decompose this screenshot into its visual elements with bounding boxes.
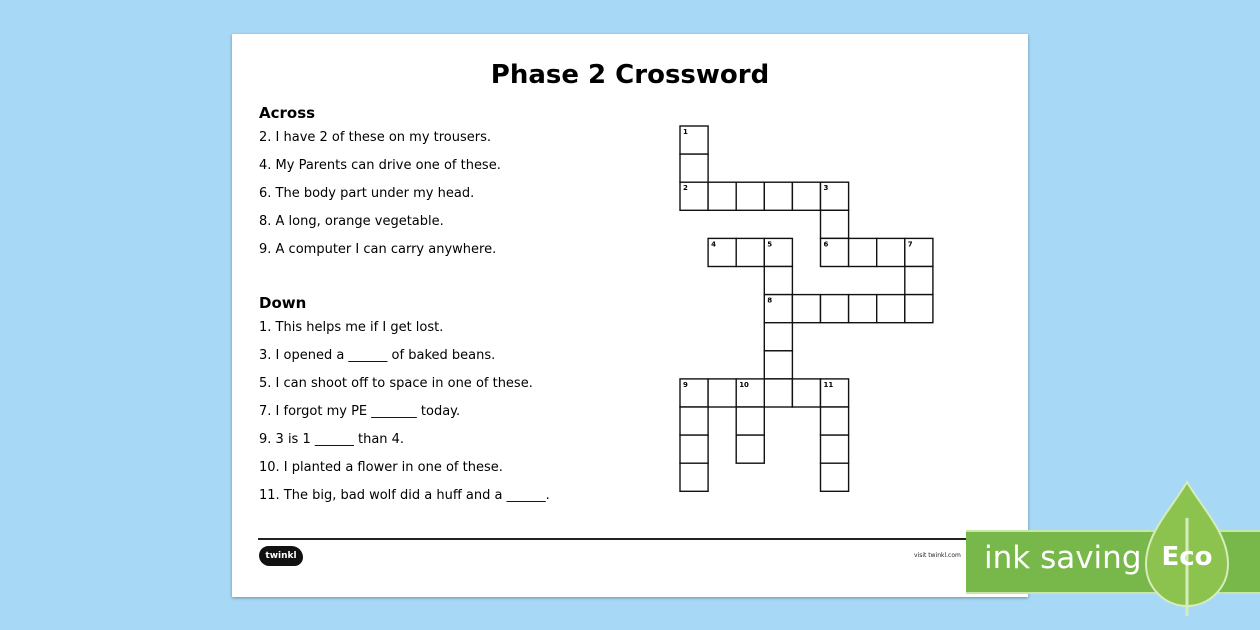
across-clue: 8. A long, orange vegetable. — [259, 214, 444, 229]
grid-cell[interactable] — [708, 182, 736, 210]
grid-cell[interactable] — [708, 379, 736, 407]
across-heading: Across — [259, 104, 316, 122]
grid-cell[interactable] — [792, 295, 820, 323]
down-clue: 1. This helps me if I get lost. — [259, 320, 444, 335]
grid-cell[interactable] — [764, 379, 792, 407]
cell-number: 3 — [823, 184, 829, 193]
cell-number: 9 — [683, 380, 688, 389]
cell-number: 10 — [739, 380, 749, 389]
page-title: Phase 2 Crossword — [490, 60, 770, 90]
cell-number: 6 — [823, 240, 829, 249]
down-clue: 7. I forgot my PE _______ today. — [259, 404, 461, 419]
twinkl-logo: twinkl — [259, 546, 303, 566]
eco-label: Eco — [1161, 542, 1213, 572]
grid-cell[interactable] — [877, 295, 905, 323]
down-clue: 3. I opened a ______ of baked beans. — [259, 348, 496, 363]
grid-cell[interactable] — [764, 323, 792, 351]
across-clue: 2. I have 2 of these on my trousers. — [259, 130, 492, 145]
cell-number: 7 — [907, 240, 913, 249]
cell-number: 8 — [767, 296, 773, 305]
grid-cell[interactable] — [764, 182, 792, 210]
grid-cell[interactable] — [849, 238, 877, 266]
across-clue: 9. A computer I can carry anywhere. — [259, 242, 497, 257]
grid-cell[interactable] — [680, 154, 708, 182]
grid-cell[interactable] — [905, 267, 933, 295]
grid-cell[interactable] — [821, 463, 849, 491]
grid-cell[interactable] — [736, 435, 764, 463]
down-heading: Down — [259, 294, 307, 312]
grid-cell[interactable] — [736, 182, 764, 210]
grid-cell[interactable] — [680, 463, 708, 491]
grid-cell[interactable] — [905, 295, 933, 323]
grid-cell[interactable] — [736, 238, 764, 266]
cell-number: 2 — [683, 184, 688, 193]
grid-cell[interactable] — [821, 295, 849, 323]
down-clue: 11. The big, bad wolf did a huff and a ______. — [259, 488, 550, 503]
down-clue: 9. 3 is 1 ______ than 4. — [259, 432, 405, 447]
cell-number: 1 — [683, 128, 688, 136]
grid-cell[interactable] — [821, 435, 849, 463]
grid-cell[interactable] — [792, 379, 820, 407]
cell-number: 11 — [823, 380, 834, 389]
grid-cell[interactable] — [764, 267, 792, 295]
down-clue: 5. I can shoot off to space in one of these. — [259, 376, 533, 391]
grid-cell[interactable] — [680, 407, 708, 435]
across-clue: 6. The body part under my head. — [259, 186, 475, 201]
across-clue: 4. My Parents can drive one of these. — [259, 158, 501, 173]
grid-cell[interactable] — [792, 182, 820, 210]
cell-number: 4 — [711, 240, 716, 249]
grid-cell[interactable] — [821, 407, 849, 435]
down-clue: 10. I planted a flower in one of these. — [259, 460, 503, 475]
grid-cell[interactable] — [877, 238, 905, 266]
grid-cell[interactable] — [764, 351, 792, 379]
cell-number: 5 — [767, 240, 773, 249]
footer-divider — [258, 538, 976, 540]
grid-cell[interactable] — [821, 210, 849, 238]
visit-link: visit twinkl.com — [914, 552, 961, 559]
grid-cell[interactable] — [680, 435, 708, 463]
grid-cell[interactable] — [849, 295, 877, 323]
grid-cell[interactable] — [736, 407, 764, 435]
ink-saving-label: ink saving — [984, 540, 1142, 576]
